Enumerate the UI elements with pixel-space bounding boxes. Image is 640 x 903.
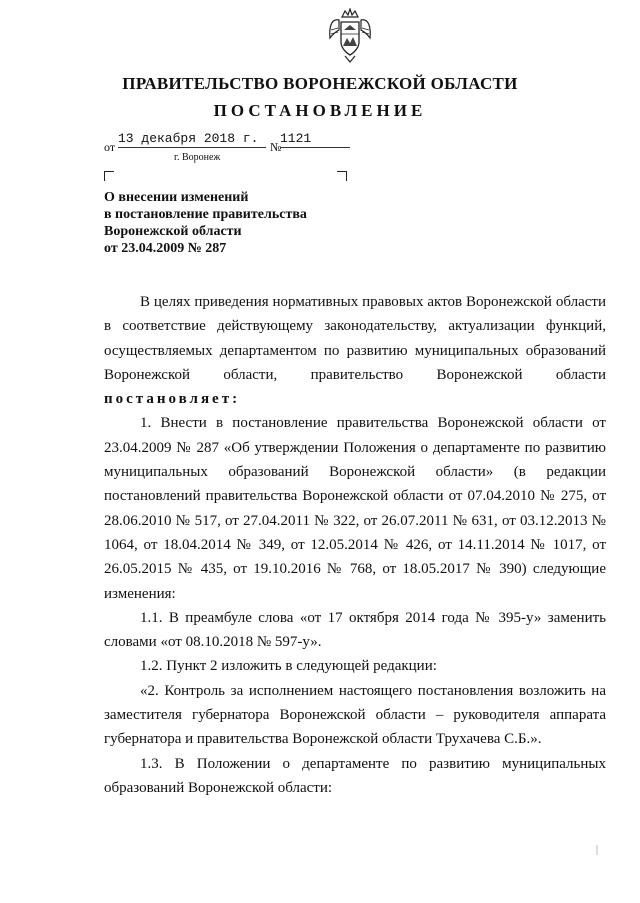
subject-line: в постановление правительства (104, 207, 307, 222)
paragraph-1: 1. Внести в постановление правительства Воронежской области от 23.04.2009 № 287 «Об утверждении Положения о департаменте по развитию муниципальных образований Воронежской области» (в редакции постановлений правительства Воронежской области от 07.04.2010 № 275, от 28.06.2010 № 517, от 27.04.2011 № 322, от 26.07.2011 № 631, от 03.12.2013 № 1064, от 18.04.2014 № 349, от 12.05.2014 № 426, от 14.11.2014 № 1017, от 26.05.2015 № 435, от 19.10.2016 № 768, от 18.05.2017 № 390) следующие изменения: (104, 415, 606, 602)
coat-of-arms-icon (327, 8, 373, 64)
document-date: 13 декабря 2018 г. (118, 131, 259, 146)
subject-corner-left (104, 171, 114, 181)
document-body (104, 290, 606, 800)
paragraph-1-2-text: «2. Контроль за исполнением настоящего постановления возложить на заместителя губернатора Воронежской области – руководителя аппарата губернатора и правительства Воронежской области Трухачева С.Б.». (104, 682, 606, 748)
document-number: 1121 (280, 131, 312, 146)
number-label: № (270, 140, 282, 154)
subject-line: Воронежской области (104, 224, 242, 239)
number-underline (280, 147, 350, 148)
subject-corner-right (337, 171, 347, 181)
preamble-paragraph (104, 290, 606, 411)
scan-mark (596, 845, 598, 855)
city-label: г. Воронеж (174, 152, 221, 163)
paragraph-1-2: 1.2. Пункт 2 изложить в следующей редакции: (140, 658, 437, 675)
paragraph-1-1: 1.1. В преамбуле слова «от 17 октября 2014 года № 395-у» заменить словами «от 08.10.2018 № 597-у». (104, 609, 606, 651)
subject-line: от 23.04.2009 № 287 (104, 241, 227, 256)
organization-title: ПРАВИТЕЛЬСТВО ВОРОНЕЖСКОЙ ОБЛАСТИ (122, 74, 518, 93)
resolves-word: постановляет: (104, 391, 241, 408)
date-underline (118, 147, 266, 148)
paragraph-1-3: 1.3. В Положении о департаменте по развитию муниципальных образований Воронежской области: (104, 755, 606, 796)
subject-line: О внесении изменений (104, 190, 249, 205)
preamble-text: В целях приведения нормативных правовых актов Воронежской области в соответствие действующему законодательству, актуализации функций, осуществляемых департаментом по развитию муниципальных образований Воронежской области, правительство Воронежской области (104, 294, 606, 383)
document-subject (104, 189, 307, 257)
date-from-label: от (104, 140, 116, 154)
document-type-title: ПОСТАНОВЛЕНИЕ (213, 101, 427, 120)
